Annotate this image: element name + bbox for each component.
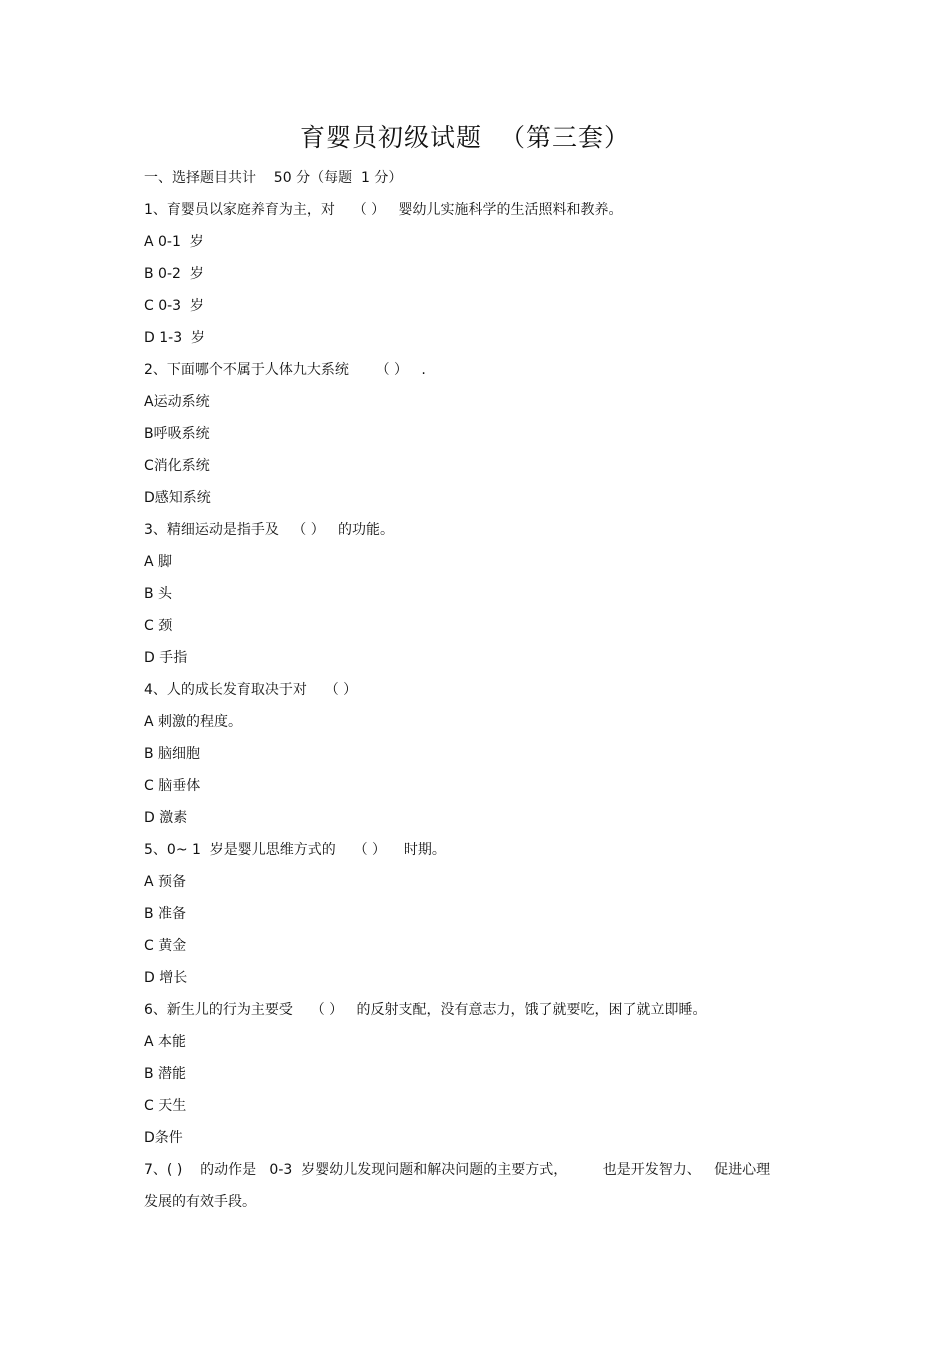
question-line: B 脑细胞 — [144, 746, 201, 762]
question-line: D 手指 — [144, 650, 188, 666]
question-line: A 脚 — [144, 554, 173, 570]
question-line: C 0-3 岁 — [144, 298, 204, 314]
question-line: A运动系统 — [144, 394, 210, 410]
question-line: 5、0~ 1 岁是婴儿思维方式的 （ ） 时期。 — [144, 842, 446, 858]
question-line: B 头 — [144, 586, 173, 602]
question-line: C消化系统 — [144, 458, 210, 474]
question-line: D感知系统 — [144, 490, 211, 506]
question-line: B 准备 — [144, 906, 187, 922]
question-line: A 0-1 岁 — [144, 234, 204, 250]
question-line: 6、新生儿的行为主要受 （ ） 的反射支配，没有意志力，饿了就要吃，困了就立即睡。 — [144, 1002, 707, 1018]
document-title: 育婴员初级试题 （第三套） — [300, 123, 630, 152]
question-line: A 刺激的程度。 — [144, 714, 243, 730]
question-line: 4、人的成长发育取决于对 （ ） — [144, 682, 358, 698]
question-line: D 1-3 岁 — [144, 330, 205, 346]
question-line: B 潜能 — [144, 1066, 187, 1082]
question-line: D 增长 — [144, 970, 188, 986]
question-line: 3、精细运动是指手及 （ ） 的功能。 — [144, 522, 395, 538]
question-line: C 天生 — [144, 1098, 187, 1114]
question-line: A 预备 — [144, 874, 187, 890]
question-line: 发展的有效手段。 — [144, 1194, 256, 1210]
question-line: C 颈 — [144, 618, 173, 634]
question-line: C 脑垂体 — [144, 778, 201, 794]
question-line: 2、下面哪个不属于人体九大系统 （ ） . — [144, 362, 426, 378]
question-line: D 激素 — [144, 810, 188, 826]
question-line: D条件 — [144, 1130, 183, 1146]
question-line: B呼吸系统 — [144, 426, 210, 442]
question-line: B 0-2 岁 — [144, 266, 204, 282]
question-line: A 本能 — [144, 1034, 187, 1050]
question-line: 7、( ) 的动作是 0-3 岁婴幼儿发现问题和解决问题的主要方式， 也是开发智力、 促进心理 — [144, 1162, 771, 1178]
question-line: 1、育婴员以家庭养育为主，对 （ ） 婴幼儿实施科学的生活照料和教养。 — [144, 202, 623, 218]
section-heading: 一、选择题目共计 50 分（每题 1 分） — [144, 170, 403, 186]
question-line: C 黄金 — [144, 938, 187, 954]
